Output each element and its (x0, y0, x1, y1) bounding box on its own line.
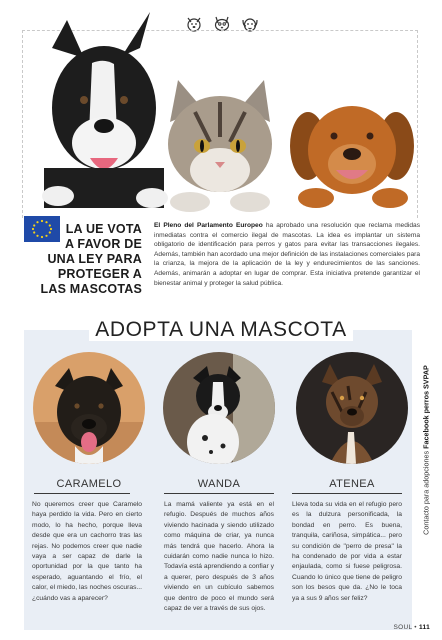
headline-line: UNA LEY PARA (47, 252, 142, 266)
pet-name-caramelo: CARAMELO (56, 478, 122, 490)
pet-description-caramelo: No queremos creer que Caramelo haya perdido la vida. Pero en cierto modo, lo ha hecho, porque lleva desde que era un cachorro tras las rejas. No podemos creer que nadie vaya a ser capaz de darle la oportunidad por la que tanto ha esperado, aguantando el frío, el calor, el miedo, las noches oscuras... ¿cuándo vas a aparecer? (32, 501, 142, 602)
page-number: 111 (418, 624, 430, 631)
magazine-name: SOUL (393, 624, 413, 631)
atenea-photo (296, 352, 408, 464)
pet-name-wanda: WANDA (197, 478, 241, 490)
divider-line (34, 493, 130, 494)
article-headline (34, 222, 142, 297)
headline-line: LA UE VOTA (65, 222, 142, 236)
pet-description-wanda: La mamá valiente ya está en el refugio. Después de muchos años viviendo hacinada y siendo utilizado como máquina de criar, ya nunca más tendrá que hacerlo. Ahora la cuidarán como nadie nunca lo hizo. Todavía está aprendiendo a confiar y a querer, pero después de 3 años viviendo en un cubículo sabemos que dentro de poco el mundo será capaz de ver a través de sus ojos. (164, 501, 274, 613)
dog-photo (286, 98, 418, 212)
caption-contact: Facebook perros SVPAP (421, 365, 431, 449)
caramelo-photo (33, 352, 145, 464)
divider-line (292, 493, 402, 494)
page-folio: SOUL • 111 (393, 624, 430, 631)
divider-line (164, 493, 274, 494)
pet-name-atenea: ATENEA (329, 478, 375, 490)
wanda-photo (163, 352, 275, 464)
headline-line: LAS MASCOTAS (40, 282, 142, 296)
pet-description-atenea: Lleva toda su vida en el refugio pero es la dulzura personificada, la bondad en perro. Es buena, tranquila, cariñosa, simpática... pero su condición de "perro de presa" la ha condenado de por vida a estar enjaulada, como si fuese peligrosa. Cuando lo único que tiene de peligro son los besos que da. ¿No le toca ya a sus 9 años ser feliz? (292, 501, 402, 602)
adoption-contact-caption (416, 300, 436, 600)
article-body (154, 221, 420, 288)
adopt-title (0, 318, 442, 342)
article-text: ha aprobado una resolución que reclama medidas inmediatas contra el comercio ilegal de mascotas. La idea es implantar un sistema obligatorio de identificación para perros y gatos para evitar las transacciones ilegales. Además, también han acordado una mejor definición de las instalaciones comerciales para la crianza, la mejora de la aplicación de la ley y endurecimientos de las sanciones. Además, animarán a adoptar en lugar de comprar. Esta iniciativa pretende garantizar el bienestar animal y proteger la salud pública. (154, 222, 420, 287)
headline-line: A FAVOR DE (64, 237, 142, 251)
caption-prefix: Contacto para adopciones (421, 448, 431, 535)
headline-line: PROTEGER A (57, 267, 142, 281)
cat-photo (160, 72, 280, 212)
adopt-title-text: ADOPTA UNA MASCOTA (89, 318, 353, 341)
article-lead: El Pleno del Parlamento Europeo (154, 222, 263, 229)
dog-photo (22, 8, 172, 208)
